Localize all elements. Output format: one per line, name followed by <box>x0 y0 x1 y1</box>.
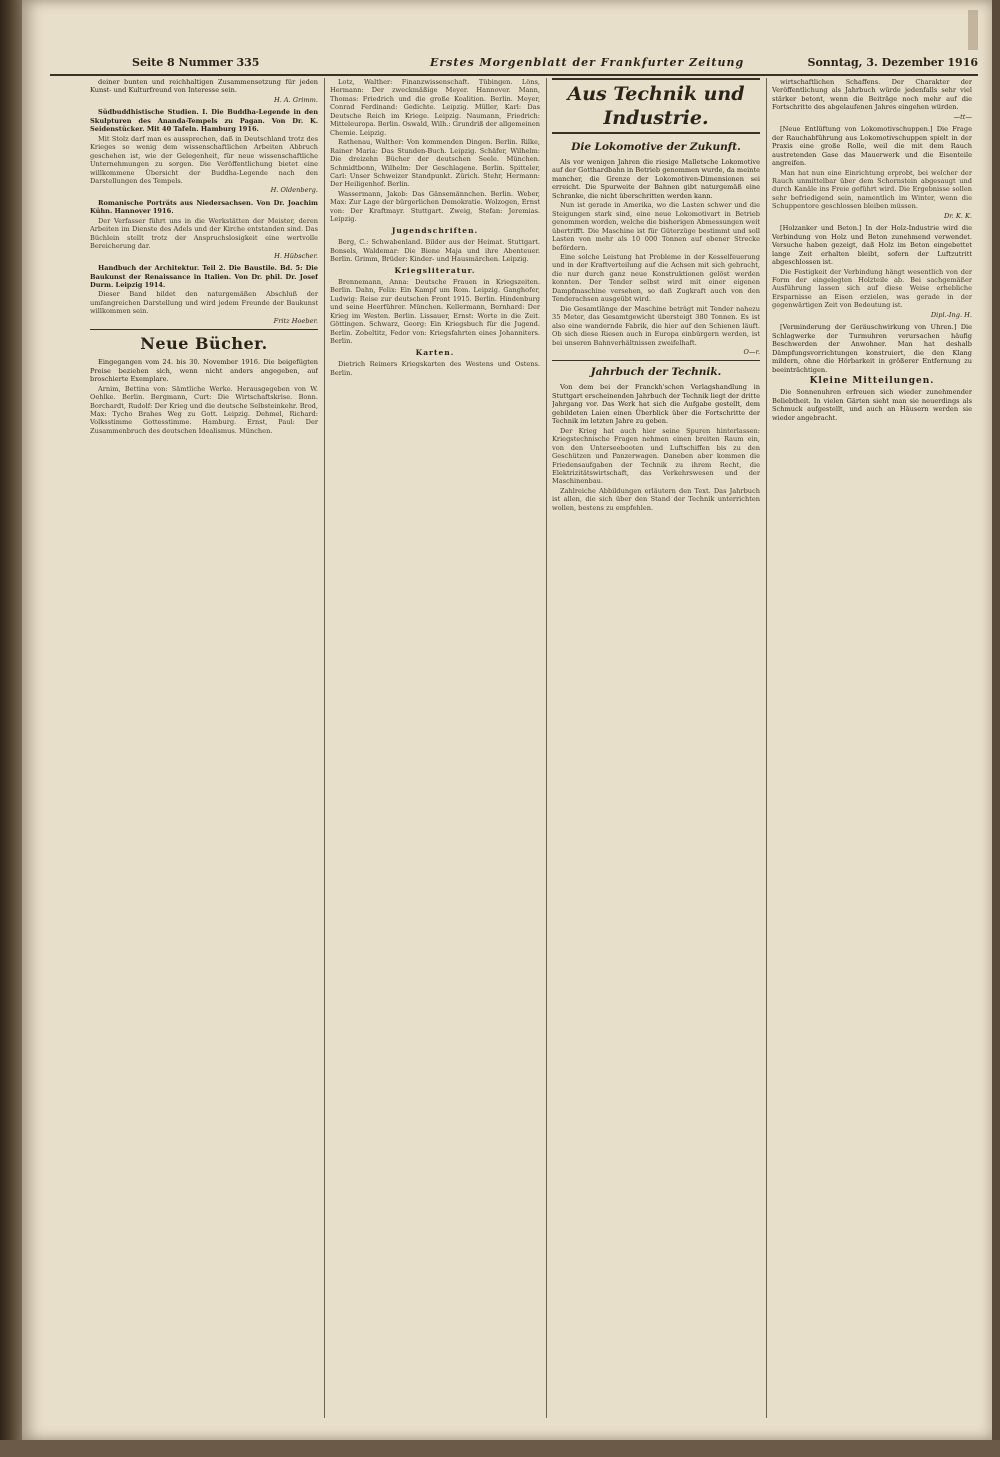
section-head-maps: Karten. <box>415 347 455 357</box>
section-head-small-notes: Kleine Mitteilungen. <box>809 375 935 386</box>
issue-date: Sonntag, 3. Dezember 1916 <box>807 56 978 69</box>
signature: H. Oldenberg. <box>270 186 318 195</box>
paragraph: Von dem bei der Franckh'schen Verlagshandlung in Stuttgart erscheinenden Jahrbuch der Technik liegt der dritte Jahrgang vor. Das Werk hat sich die Aufgabe gestellt, dem gebildeten Laien einen Überblick über die Fortschritte der Technik im letzten Jahre zu geben. <box>552 383 760 426</box>
signature: H. A. Grimm. <box>273 95 318 104</box>
review-heading: Handbuch der Architektur. Teil 2. Die Baustile. Bd. 5: Die Baukunst der Renaissance in Italien. Von Dr. phil. Dr. Josef Durm. Leipzig 1914. <box>90 264 318 289</box>
paragraph: Die Gesamtlänge der Maschine beträgt mit Tender nahezu 35 Meter, das Gesamtgewicht übersteigt 380 Tonnen. Es ist also eine wandernde Fabrik, die hier auf den Schienen läuft. Ob sich diese Riesen auch in Europa einbürgern werden, ist bei unseren Bahnverhältnissen zweifelhaft. <box>552 304 760 347</box>
column-1 <box>90 78 318 1418</box>
page-number: Seite 8 Nummer 335 <box>132 56 260 69</box>
signature: Fritz Hoeber. <box>273 316 318 325</box>
paragraph: [Neue Entlüftung von Lokomotivschuppen.] Die Frage der Rauchabführung aus Lokomotivschuppen spielt in der Praxis eine große Rolle, weil die mit dem Rauch austretenden Gase das Mauerwerk und die Eisenteile angreifen. <box>772 125 972 168</box>
page-bottom-edge <box>0 1440 1000 1457</box>
paragraph: Zahlreiche Abbildungen erläutern den Text. Das Jahrbuch ist allen, die sich über den Stand der Technik unterrichten wollen, bestens zu empfehlen. <box>552 486 760 512</box>
article-title-locomotive: Die Lokomotive der Zukunft. <box>571 141 741 153</box>
column-3 <box>552 78 760 1418</box>
paragraph: Die Sonnenuhren erfreuen sich wieder zunehmender Beliebtheit. In vielen Gärten sieht man sie neuerdings als Schmuck aufgestellt, und auch an Häusern werden sie wieder angebracht. <box>772 388 972 422</box>
paragraph: Man hat nun eine Einrichtung erprobt, bei welcher der Rauch unmittelbar über dem Schornstein abgesaugt und durch Kanäle ins Freie geführt wird. Die Ergebnisse sollen sehr befriedigend sein, namentlich im Winter, wenn die Schuppentore geschlossen bleiben müssen. <box>772 168 972 211</box>
paragraph: Eine solche Leistung hat Probleme in der Kesselfeuerung und in der Kraftverteilung auf die Achsen mit sich gebracht, die nur durch ganz neue Konstruktionen gelöst werden konnten. Der Tender selbst wird mit einer eigenen Dampfmaschine versehen, so daß Zugkraft auch von den Tenderachsen ausgeübt wird. <box>552 252 760 304</box>
section-head-war: Kriegsliteratur. <box>394 265 476 275</box>
book-list: Lotz, Walther: Finanzwissenschaft. Tübingen. Löns, Hermann: Der zweckmäßige Meyer. Hannover. Mann, Thomas: Friedrich und die große Koalition. Berlin. Meyer, Conrad Ferdinand: Gedichte. Leipzig. Müller, Karl: Das Deutsche Reich im Kriege. Leipzig. Naumann, Friedrich: Mitteleuropa. Berlin. Oswald, Wilh.: Grundriß der allgemeinen Chemie. Leipzig. <box>330 78 540 137</box>
book-list: Brennemann, Anna: Deutsche Frauen in Kriegszeiten. Berlin. Dahn, Felix: Ein Kampf um Rom. Leipzig. Ganghofer, Ludwig: Reise zur deutschen Front 1915. Berlin. Hindenburg und seine Heerführer. München. Kellermann, Bernhard: Der Krieg im Westen. Berlin. Lissauer, Ernst: Worte in die Zeit. Göttingen. Schwarz, Georg: Ein Kriegsbuch für die Jugend. Berlin. Zobeltitz, Fedor von: Kriegsfahrten eines Johanniters. Berlin. <box>330 277 540 346</box>
review-heading: Südbuddhistische Studien. I. Die Buddha-Legende in den Skulpturen des Ananda-Tempels zu Pagan. Von Dr. K. Seidenstücker. Mit 40 Tafeln. Hamburg 1916. <box>90 108 318 134</box>
paragraph: deiner bunten und reichhaltigen Zusammensetzung für jeden Kunst- und Kulturfreund von Interesse sein. <box>90 78 318 95</box>
paragraph: Nun ist gerade in Amerika, wo die Lasten schwer und die Steigungen stark sind, eine neue Lokomotivart in Betrieb genommen worden, welche die bisherigen Abmessungen weit übertrifft. Die Maschine ist für Güterzüge bestimmt und soll Lasten von mehr als 10 000 Tonnen auf ebener Strecke befördern. <box>552 201 760 252</box>
review-heading: Romanische Porträts aus Niedersachsen. Von Dr. Joachim Kühn. Hannover 1916. <box>90 198 318 216</box>
book-list: Dietrich Reimers Kriegskarten des Westens und Ostens. Berlin. <box>330 360 540 377</box>
signature: O—r. <box>743 347 760 356</box>
book-list: Wassermann, Jakob: Das Gänsemännchen. Berlin. Weber, Max: Zur Lage der bürgerlichen Demokratie. Wolzogen, Ernst von: Der Kraftmayr. Stuttgart. Zweig, Stefan: Jeremias. Leipzig. <box>330 189 540 224</box>
column-4 <box>772 78 972 1418</box>
signature: Dipl.-Ing. H. <box>930 310 972 319</box>
signature: H. Hübscher. <box>274 251 318 260</box>
signature: —tt— <box>953 112 972 121</box>
section-title-technology: Aus Technik und Industrie. <box>552 78 760 134</box>
newspaper-title: Erstes Morgenblatt der Frankfurter Zeitung <box>430 56 745 69</box>
masthead <box>50 52 978 76</box>
book-binding <box>0 0 22 1457</box>
paragraph: wirtschaftlichen Schaffens. Der Charakter der Veröffentlichung als Jahrbuch würde jedenfalls sehr viel stärker betont, wenn die Beiträge noch mehr auf die Fortschritte des abgelaufenen Jahres eingehen würden. <box>772 78 972 112</box>
column-2 <box>330 78 540 1418</box>
paragraph: Mit Stolz darf man es aussprechen, daß in Deutschland trotz des Krieges so wenig dem wissenschaftlichen Arbeiten Abbruch geschehen ist, wie der Gelegenheit, für neue wissenschaftliche Unternehmungen zu sorgen. Die Veröffentlichung bietet eine willkommene Übersicht der Buddha-Legende nach den Darstellungen des Tempels. <box>90 134 318 185</box>
book-list: Arnim, Bettina von: Sämtliche Werke. Herausgegeben von W. Oehlke. Berlin. Bergmann, Curt: Die Wirtschaftskrise. Bonn. Borchardt, Rudolf: Der Krieg und die deutsche Selbsteinkehr. Brod, Max: Tycho Brahes Weg zu Gott. Leipzig. Dehmel, Richard: Volksstimme Gottesstimme. Hamburg. Ernst, Paul: Der Zusammenbruch des deutschen Idealismus. München. <box>90 384 318 435</box>
column-rule <box>324 78 325 1418</box>
paragraph: Dieser Band bildet den naturgemäßen Abschluß der umfangreichen Darstellung und wird jedem Freunde der Baukunst willkommen sein. <box>90 290 318 316</box>
article-title-yearbook: Jahrbuch der Technik. <box>552 360 760 379</box>
paragraph: [Holzanker und Beton.] In der Holz-Industrie wird die Verbindung von Holz und Beton zunehmend verwendet. Versuche haben gezeigt, daß Holz im Beton eingebettet lange Zeit erhalten bleibt, sofern der Luftzutritt abgeschlossen ist. <box>772 224 972 267</box>
paragraph: Als vor wenigen Jahren die riesige Malletsche Lokomotive auf der Gotthardbahn in Betrieb genommen wurde, da meinte mancher, die Grenze der Lokomotiven-Dimensionen sei erreicht. Die Spurweite der Bahnen gibt naturgemäß eine Schranke, die nicht überschritten werden kann. <box>552 158 760 200</box>
column-rule <box>766 78 767 1418</box>
newspaper-page <box>22 0 992 1440</box>
archive-tab <box>968 10 978 50</box>
paragraph: Der Verfasser führt uns in die Werkstätten der Meister, deren Arbeiten im Dienste des Adels und der Kirche entstanden sind. Das Büchlein stellt trotz der Anspruchslosigkeit eine wertvolle Bereicherung dar. <box>90 216 318 251</box>
column-rule <box>546 78 547 1418</box>
paragraph: Die Festigkeit der Verbindung hängt wesentlich von der Form der eingelegten Holzteile ab. Bei sachgemäßer Ausführung lassen sich auf diese Weise erhebliche Ersparnisse an Eisen erzielen, was gerade in der gegenwärtigen Zeit von Bedeutung ist. <box>772 267 972 310</box>
book-list: Berg, C.: Schwabenland. Bilder aus der Heimat. Stuttgart. Bonsels, Waldemar: Die Biene Maja und ihre Abenteuer. Berlin. Grimm, Brüder: Kinder- und Hausmärchen. Leipzig. <box>330 238 540 264</box>
paragraph: Der Krieg hat auch hier seine Spuren hinterlassen: Kriegstechnische Fragen nehmen einen breiten Raum ein, von den Unterseebooten und Luftschiffen bis zu den Geschützen und Panzerwagen. Daneben aber kommen die Friedensaufgaben der Technik zu ihrem Recht, die Elektrizitätswirtschaft, das Verkehrswesen und der Maschinenbau. <box>552 426 760 486</box>
section-head-youth: Jugendschriften. <box>391 225 479 235</box>
book-list: Rathenau, Walther: Von kommenden Dingen. Berlin. Rilke, Rainer Maria: Das Stunden-Buch. Leipzig. Schäfer, Wilhelm: Die dreizehn Bücher der deutschen Seele. München. Schmidtbonn, Wilhelm: Der Geschlagene. Berlin. Spitteler, Carl: Unser Schweizer Standpunkt. Zürich. Stehr, Hermann: Der Heiligenhof. Berlin. <box>330 138 540 189</box>
paragraph: Eingegangen vom 24. bis 30. November 1916. Die beigefügten Preise beziehen sich, wenn nicht anders angegeben, auf broschierte Exemplare. <box>90 358 318 384</box>
section-title-new-books: Neue Bücher. <box>90 329 318 354</box>
signature: Dr. K. K. <box>943 211 972 220</box>
paragraph: [Verminderung der Geräuschwirkung von Uhren.] Die Schlagwerke der Turmuhren verursachen häufig Beschwerden der Anwohner. Man hat deshalb Dämpfungsvorrichtungen konstruiert, die den Klang mildern, ohne die Hörbarkeit in größerer Entfernung zu beeinträchtigen. <box>772 323 972 374</box>
